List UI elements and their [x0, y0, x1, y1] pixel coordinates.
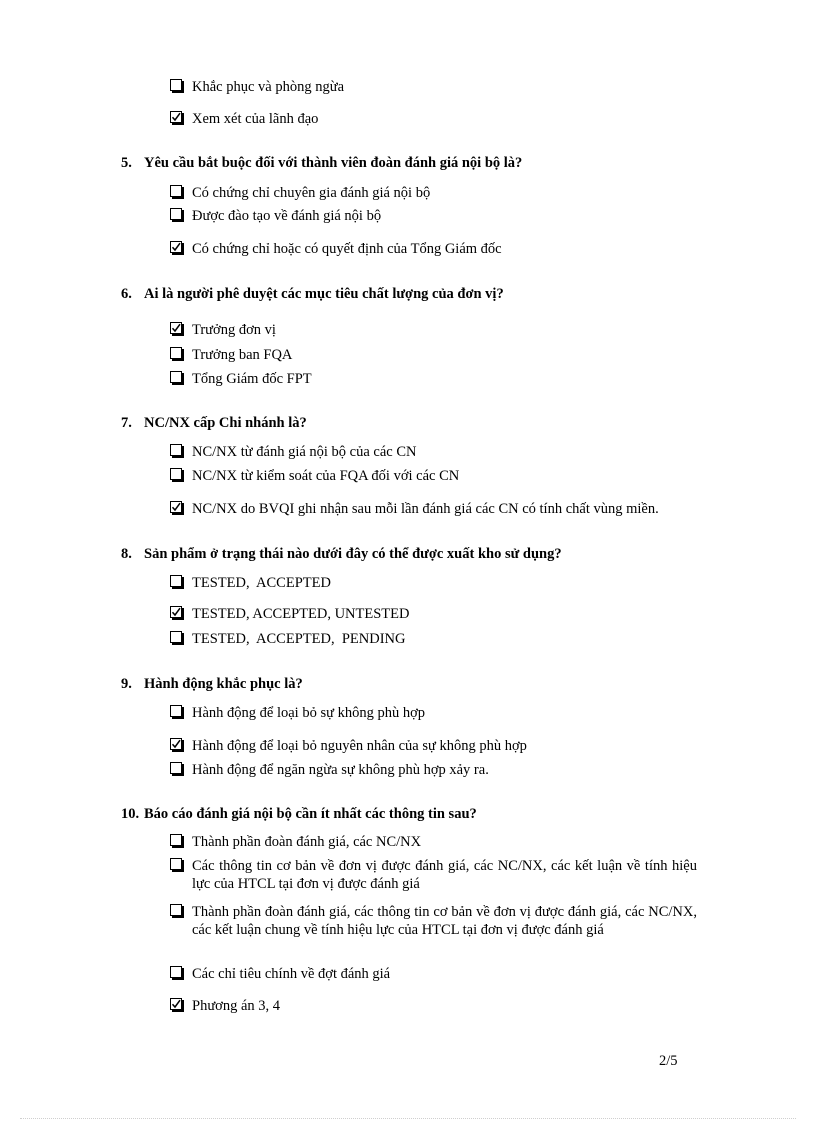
option-10d[interactable]	[170, 965, 697, 983]
option-text: Trưởng ban FQA	[192, 347, 293, 363]
option-6c[interactable]	[170, 370, 690, 388]
question-7	[121, 415, 307, 432]
question-6	[121, 286, 504, 303]
option-text: Các thông tin cơ bản về đơn vị được đánh giá, các NC/NX, các kết luận về tính hiệu lực của HTCL tại đơn vị được đánh giá	[192, 858, 697, 892]
option-text: Hành động để loại bỏ nguyên nhân của sự không phù hợp	[192, 738, 527, 754]
question-text: Ai là người phê duyệt các mục tiêu chất lượng của đơn vị?	[144, 286, 504, 302]
option-text: Xem xét của lãnh đạo	[192, 111, 319, 127]
checkbox[interactable]	[170, 371, 182, 383]
option-text: NC/NX từ đánh giá nội bộ của các CN	[192, 444, 417, 460]
checkmark-icon	[171, 739, 181, 749]
checkbox[interactable]	[170, 208, 182, 220]
option-text: Phương án 3, 4	[192, 998, 281, 1014]
checkbox[interactable]	[170, 998, 182, 1010]
option-10b[interactable]	[170, 857, 697, 893]
question-number: 5.	[121, 155, 132, 171]
option-8a[interactable]	[170, 574, 690, 592]
checkbox[interactable]	[170, 575, 182, 587]
checkbox[interactable]	[170, 241, 182, 253]
option-8b[interactable]	[170, 605, 690, 623]
option-8c[interactable]	[170, 630, 690, 648]
question-5	[121, 155, 522, 172]
question-text: Yêu cầu bắt buộc đối với thành viên đoàn đánh giá nội bộ là?	[144, 155, 523, 171]
question-number: 7.	[121, 415, 132, 431]
option-text: Các chỉ tiêu chính về đợt đánh giá	[192, 966, 391, 982]
option-7b[interactable]	[170, 467, 690, 485]
checkbox[interactable]	[170, 468, 182, 480]
option-text: TESTED, ACCEPTED, PENDING	[192, 631, 406, 647]
question-number: 9.	[121, 676, 132, 692]
checkbox[interactable]	[170, 444, 182, 456]
checkbox[interactable]	[170, 966, 182, 978]
checkmark-icon	[171, 999, 181, 1009]
page-bottom-divider	[20, 1118, 796, 1119]
checkbox[interactable]	[170, 762, 182, 774]
option-7c[interactable]	[170, 500, 700, 518]
checkmark-icon	[171, 607, 181, 617]
question-text: NC/NX cấp Chi nhánh là?	[144, 415, 307, 431]
option-pre-2[interactable]	[170, 110, 690, 128]
option-7a[interactable]	[170, 443, 690, 461]
checkbox[interactable]	[170, 606, 182, 618]
checkmark-icon	[171, 323, 181, 333]
option-10a[interactable]	[170, 833, 697, 851]
option-text: Tổng Giám đốc FPT	[192, 371, 312, 387]
question-10	[121, 806, 477, 823]
checkbox[interactable]	[170, 858, 182, 870]
checkmark-icon	[171, 242, 181, 252]
option-10c[interactable]	[170, 903, 697, 939]
option-9c[interactable]	[170, 761, 690, 779]
option-5a[interactable]	[170, 184, 690, 202]
question-text: Sản phẩm ở trạng thái nào dưới đây có thể được xuất kho sử dụng?	[144, 546, 562, 562]
checkbox[interactable]	[170, 322, 182, 334]
option-9a[interactable]	[170, 704, 690, 722]
option-pre-1[interactable]	[170, 78, 690, 96]
option-text: TESTED, ACCEPTED, UNTESTED	[192, 606, 410, 622]
question-number: 8.	[121, 546, 132, 562]
option-text: Thành phần đoàn đánh giá, các NC/NX	[192, 834, 422, 850]
page-number: 2/5	[659, 1053, 678, 1069]
option-5b[interactable]	[170, 207, 690, 225]
question-text: Hành động khắc phục là?	[144, 676, 303, 692]
question-8	[121, 546, 562, 563]
question-9	[121, 676, 303, 693]
option-text: Được đào tạo về đánh giá nội bộ	[192, 208, 382, 224]
question-number: 10.	[121, 806, 140, 822]
option-text: TESTED, ACCEPTED	[192, 575, 331, 591]
option-text: Trưởng đơn vị	[192, 322, 276, 338]
checkbox[interactable]	[170, 904, 182, 916]
option-6a[interactable]	[170, 321, 690, 339]
option-6b[interactable]	[170, 346, 690, 364]
checkbox[interactable]	[170, 834, 182, 846]
checkmark-icon	[171, 112, 181, 122]
option-text: Có chứng chỉ chuyên gia đánh giá nội bộ	[192, 185, 431, 201]
option-text: Hành động để loại bỏ sự không phù hợp	[192, 705, 426, 721]
checkbox[interactable]	[170, 111, 182, 123]
option-text: Khắc phục và phòng ngừa	[192, 79, 345, 95]
checkbox[interactable]	[170, 79, 182, 91]
question-text: Báo cáo đánh giá nội bộ cần ít nhất các thông tin sau?	[144, 806, 477, 822]
option-text: Thành phần đoàn đánh giá, các thông tin cơ bản về đơn vị được đánh giá, các NC/NX, các kết luận chung về tính hiệu lực của HTCL tại đơn vị được đánh giá	[192, 904, 697, 938]
checkbox[interactable]	[170, 501, 182, 513]
option-text: NC/NX do BVQI ghi nhận sau mỗi lần đánh giá các CN có tính chất vùng miền.	[192, 501, 659, 517]
checkbox[interactable]	[170, 631, 182, 643]
checkmark-icon	[171, 502, 181, 512]
option-text: Có chứng chỉ hoặc có quyết định của Tổng Giám đốc	[192, 241, 502, 257]
checkbox[interactable]	[170, 705, 182, 717]
checkbox[interactable]	[170, 738, 182, 750]
option-9b[interactable]	[170, 737, 690, 755]
option-10e[interactable]	[170, 997, 697, 1015]
option-5c[interactable]	[170, 240, 690, 258]
option-text: NC/NX từ kiểm soát của FQA đối với các CN	[192, 468, 460, 484]
question-number: 6.	[121, 286, 132, 302]
option-text: Hành động để ngăn ngừa sự không phù hợp xảy ra.	[192, 762, 489, 778]
checkbox[interactable]	[170, 347, 182, 359]
checkbox[interactable]	[170, 185, 182, 197]
